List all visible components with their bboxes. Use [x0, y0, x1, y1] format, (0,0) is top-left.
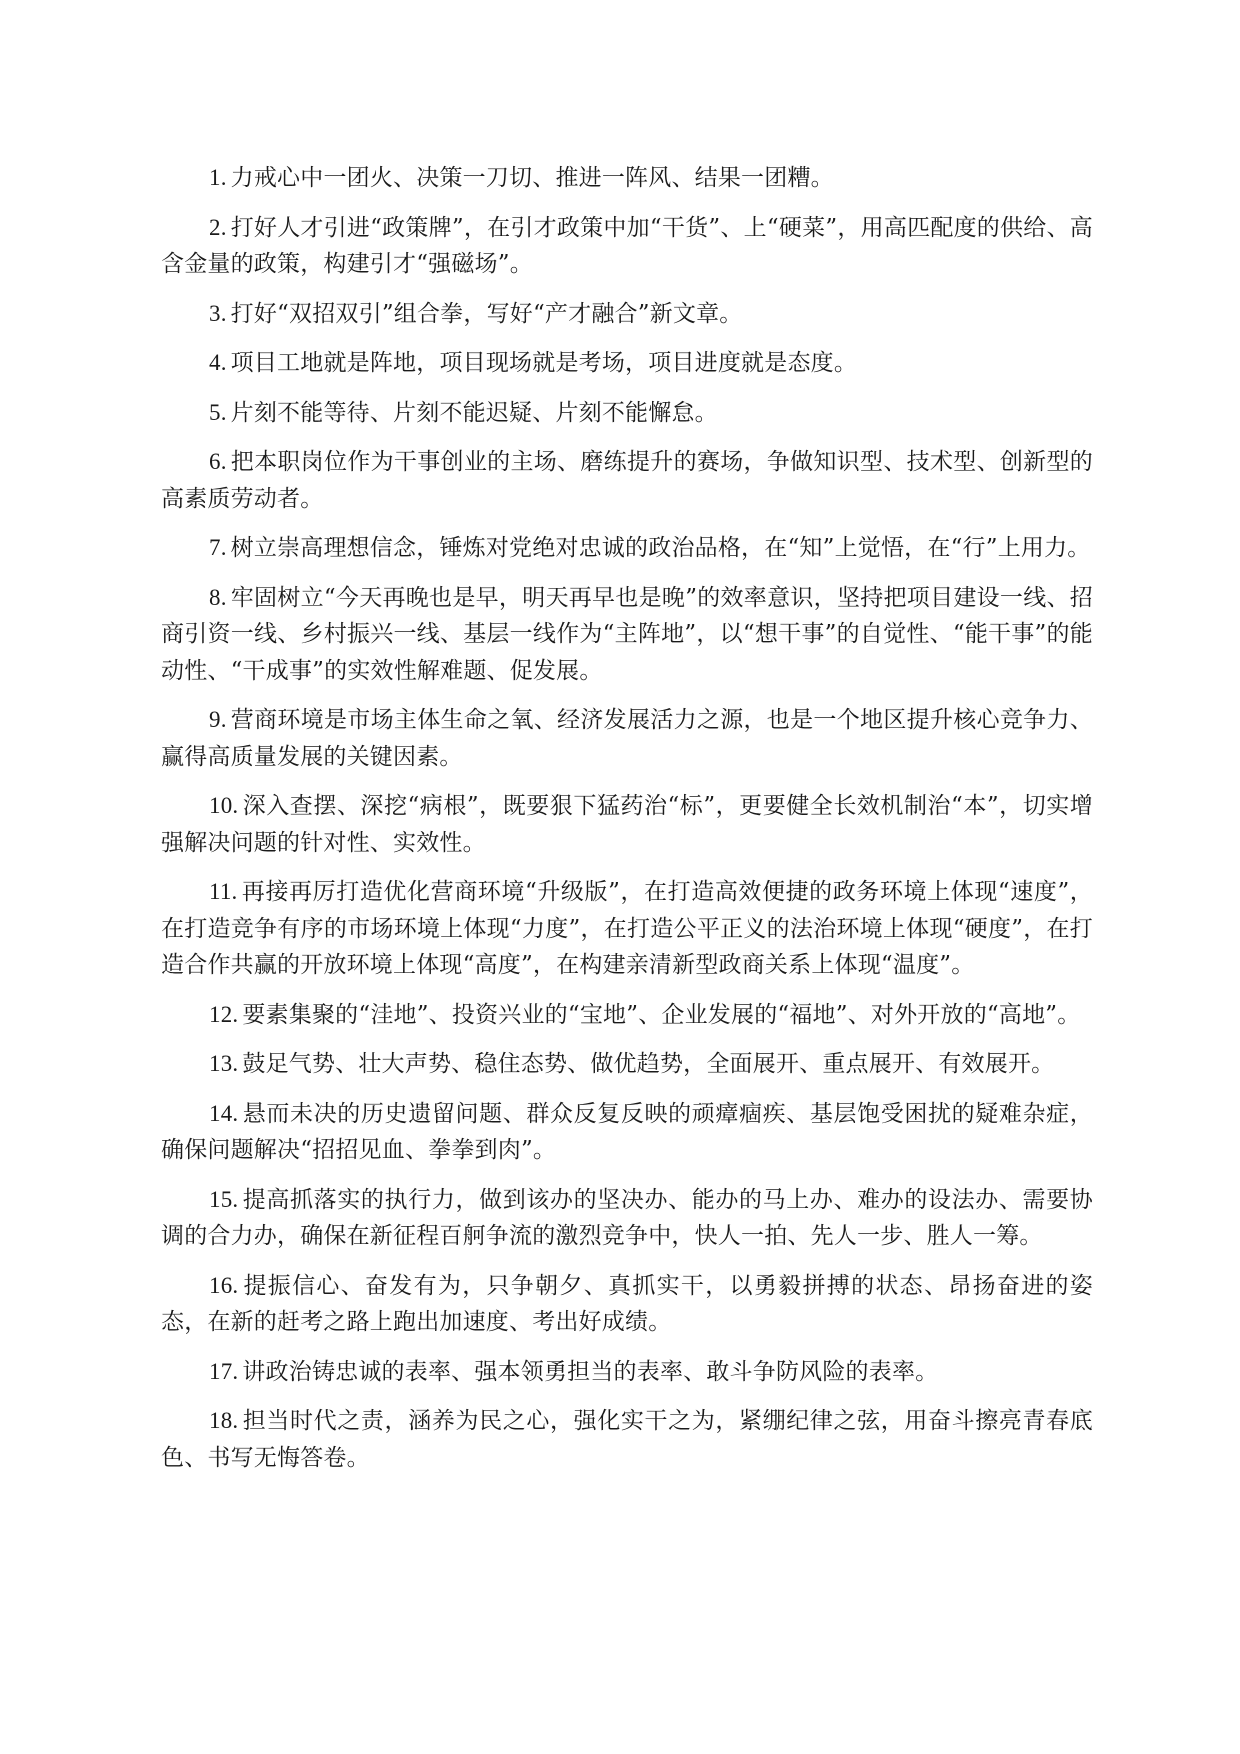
list-item: [161, 788, 1093, 861]
item-number: 9.: [209, 707, 227, 732]
list-item: [161, 296, 1093, 333]
list-item: [161, 1403, 1093, 1476]
item-number: 11.: [209, 879, 238, 904]
item-number: 6.: [209, 449, 227, 474]
list-item: [161, 997, 1093, 1034]
document-body: [161, 160, 1093, 1489]
item-text: 讲政治铸忠诚的表率、强本领勇担当的表率、敢斗争防风险的表率。: [242, 1358, 939, 1385]
list-item: [161, 444, 1093, 517]
list-item: [161, 1046, 1093, 1083]
item-number: 15.: [209, 1186, 239, 1212]
item-number: 12.: [209, 1001, 239, 1027]
item-text: 深入查摆、深挖“病根”，既要狠下猛药治“标”，更要健全长效机制治“本”，切实增强解决问题的针对性、实效性。: [161, 793, 1093, 856]
item-number: 7.: [209, 535, 227, 560]
item-text: 再接再厉打造优化营商环境“升级版”，在打造高效便捷的政务环境上体现“速度”，在打造竞争有序的市场环境上体现“力度”，在打造公平正义的法治环境上体现“硬度”，在打造合作共赢的开放环境上体现“高度”，在构建亲清新型政商关系上体现“温度”。: [161, 879, 1093, 978]
item-text: 营商环境是市场主体生命之氧、经济发展活力之源，也是一个地区提升核心竞争力、赢得高质量发展的关键因素。: [161, 707, 1093, 770]
item-number: 5.: [209, 399, 227, 425]
item-number: 13.: [209, 1051, 239, 1076]
item-number: 3.: [209, 300, 227, 326]
list-item: [161, 395, 1093, 432]
item-text: 提高抓落实的执行力，做到该办的坚决办、能办的马上办、难办的设法办、需要协调的合力办，确保在新征程百舸争流的激烈竞争中，快人一拍、先人一步、胜人一筹。: [161, 1186, 1093, 1249]
item-text: 树立崇高理想信念，锤炼对党绝对忠诚的政治品格，在“知”上觉悟，在“行”上用力。: [230, 535, 1091, 561]
item-number: 17.: [209, 1358, 239, 1384]
item-text: 把本职岗位作为干事创业的主场、磨练提升的赛场，争做知识型、技术型、创新型的高素质劳动者。: [161, 449, 1093, 512]
item-number: 16.: [209, 1272, 239, 1298]
item-text: 力戒心中一团火、决策一刀切、推进一阵风、结果一团糟。: [230, 165, 834, 191]
list-item: [161, 702, 1093, 775]
item-number: 10.: [209, 793, 239, 818]
item-number: 1.: [209, 165, 227, 190]
item-number: 2.: [209, 214, 227, 240]
item-text: 悬而未决的历史遗留问题、群众反复反映的顽瘴痼疾、基层饱受困扰的疑难杂症，确保问题解决“招招见血、拳拳到肉”。: [161, 1100, 1093, 1163]
item-text: 鼓足气势、壮大声势、稳住态势、做优趋势，全面展开、重点展开、有效展开。: [242, 1051, 1055, 1077]
list-item: [161, 1182, 1093, 1255]
list-item: [161, 345, 1093, 382]
list-item: [161, 1354, 1093, 1391]
item-number: 14.: [209, 1100, 239, 1126]
item-text: 提振信心、奋发有为，只争朝夕、真抓实干，以勇毅拼搏的状态、昂扬奋进的姿态，在新的赶考之路上跑出加速度、考出好成绩。: [161, 1272, 1093, 1335]
item-text: 担当时代之责，涵养为民之心，强化实干之为，紧绷纪律之弦，用奋斗擦亮青春底色、书写无悔答卷。: [161, 1408, 1093, 1471]
list-item: [161, 160, 1093, 197]
list-item: [161, 1096, 1093, 1169]
list-item: [161, 530, 1093, 567]
item-text: 打好人才引进“政策牌”，在引才政策中加“干货”、上“硬菜”，用高匹配度的供给、高含金量的政策，构建引才“强磁场”。: [161, 214, 1093, 277]
item-number: 18.: [209, 1408, 239, 1433]
item-text: 要素集聚的“洼地”、投资兴业的“宝地”、企业发展的“福地”、对外开放的“高地”。: [242, 1001, 1081, 1028]
list-item: [161, 210, 1093, 283]
list-item: [161, 1268, 1093, 1341]
list-item: [161, 580, 1093, 690]
list-item: [161, 874, 1093, 984]
item-text: 项目工地就是阵地，项目现场就是考场，项目进度就是态度。: [230, 350, 858, 376]
item-number: 4.: [209, 350, 227, 375]
item-text: 打好“双招双引”组合拳，写好“产才融合”新文章。: [230, 300, 743, 327]
item-text: 片刻不能等待、片刻不能迟疑、片刻不能懈怠。: [230, 399, 718, 426]
item-number: 8.: [209, 584, 227, 610]
item-text: 牢固树立“今天再晚也是早，明天再早也是晚”的效率意识，坚持把项目建设一线、招商引资一线、乡村振兴一线、基层一线作为“主阵地”，以“想干事”的自觉性、“能干事”的能动性、“干成事”的实效性解难题、促发展。: [161, 584, 1093, 684]
